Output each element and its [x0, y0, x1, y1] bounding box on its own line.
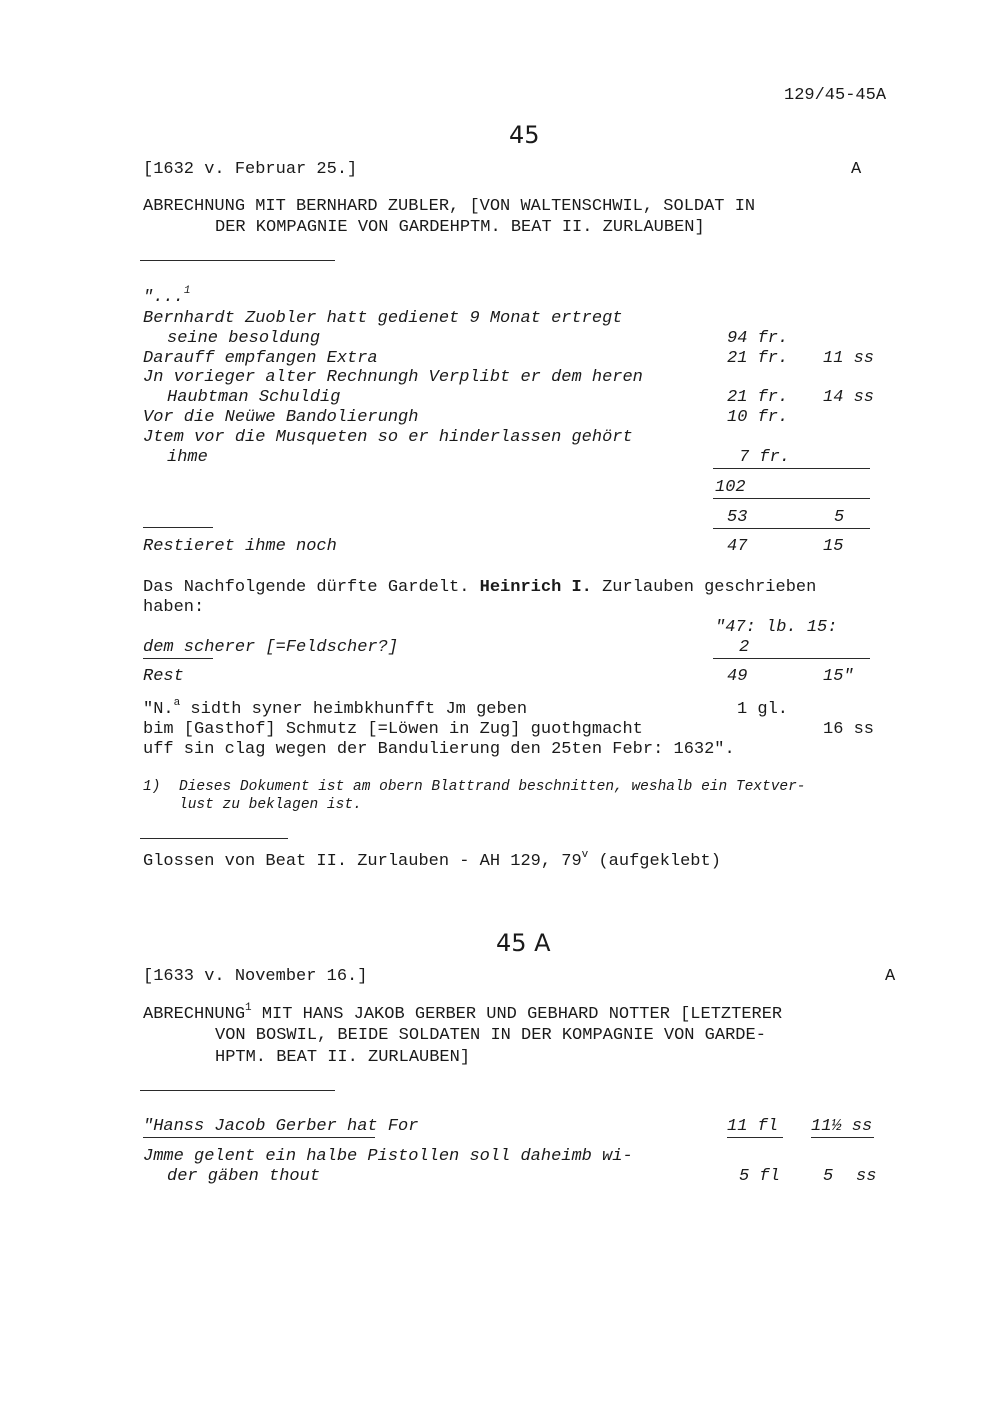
shilling-underline: [811, 1137, 874, 1138]
ledger-row-2-shillings-unit: ss: [856, 1167, 877, 1186]
editorial-note-line-1: Das Nachfolgende dürfte Gardelt. Heinrich I. Zurlauben geschrieben: [143, 578, 817, 597]
source-citation: Glossen von Beat II. Zurlauben - AH 129, 79$^v$ (aufgeklebt): [143, 849, 721, 871]
rest-amount: 49: [727, 667, 748, 686]
sum-rule-3: [713, 528, 870, 529]
ledger-row-1-line-1: Bernhardt Zuobler hatt gedienet 9 Monat ertregt: [143, 309, 623, 328]
short-rule: [143, 658, 213, 659]
scherer-label: dem scherer [=Feldscher?]: [143, 638, 399, 657]
title-divider: [140, 1090, 335, 1091]
ledger-row-4-text: Vor die Neüwe Bandolierungh: [143, 408, 419, 427]
ledger-row-3-line-1: Jn vorieger alter Rechnungh Verplibt er dem heren: [143, 368, 643, 387]
ledger-difference-amount: 53: [727, 508, 748, 527]
ledger-row-2-shillings: 11 ss: [823, 349, 875, 368]
source-divider: [140, 838, 288, 839]
second-reckoning-head: "47: lb. 15:: [715, 618, 838, 637]
quote-line-2: bim [Gasthof] Schmutz [=Löwen in Zug] guothgmacht: [143, 720, 643, 739]
ledger-row-1-text: "Hanss Jacob Gerber hat For: [143, 1117, 419, 1136]
quote-line-1: "N.$^a$ sidth syner heimbkhunfft Jm geben: [143, 697, 528, 719]
florin-underline: [727, 1137, 783, 1138]
ledger-difference-shillings: 5: [834, 508, 845, 527]
quote-line-2-amount: 16 ss: [823, 720, 875, 739]
ledger-rest-amount: 47: [727, 537, 748, 556]
document-title-line-2: DER KOMPAGNIE VON GARDEHPTM. BEAT II. ZURLAUBEN]: [215, 218, 705, 237]
ledger-row-3-amount: 21 fr.: [727, 388, 789, 407]
document-number: 45 A: [496, 929, 551, 957]
scherer-amount: 2: [739, 638, 750, 657]
editorial-note-line-2: haben:: [143, 598, 205, 617]
ledger-row-1-shillings: 11½ ss: [811, 1117, 873, 1136]
ledger-row-5-amount: 7 fr.: [739, 448, 791, 467]
document-date: [1632 v. Februar 25.]: [143, 160, 358, 179]
document-date: [1633 v. November 16.]: [143, 967, 368, 986]
footnote-number: 1): [143, 779, 161, 795]
footnote-line-1: Dieses Dokument ist am obern Blattrand beschnitten, weshalb ein Textver-: [179, 779, 806, 795]
ledger-row-2-text: Darauff empfangen Extra: [143, 349, 378, 368]
ledger-row-3-line-2: Haubtman Schuldig: [167, 388, 341, 407]
sum-rule-4: [713, 658, 870, 659]
ledger-row-5-line-1: Jtem vor die Musqueten so er hinderlassen gehört: [143, 428, 633, 447]
ledger-row-4-amount: 10 fr.: [727, 408, 789, 427]
quote-open: "...$^1$: [143, 285, 191, 307]
page-reference: 129/45-45A: [784, 86, 887, 105]
row-underline: [143, 1137, 375, 1138]
ledger-rest-label: Restieret ihme noch: [143, 537, 337, 556]
ledger-row-2-line-2: der gäben thout: [167, 1167, 321, 1186]
rest-shillings: 15": [823, 667, 854, 686]
ledger-row-2-shillings-number: 5: [823, 1167, 834, 1186]
sum-rule-2: [713, 498, 870, 499]
document-type-mark: A: [851, 160, 862, 179]
quote-line-1-amount: 1 gl.: [737, 700, 789, 719]
title-divider: [140, 260, 335, 261]
ledger-row-2-amount: 21 fr.: [727, 349, 789, 368]
ledger-subtotal: 102: [715, 478, 746, 497]
document-type-mark: A: [885, 967, 896, 986]
short-rule: [143, 527, 213, 528]
ledger-row-1-line-2: seine besoldung: [167, 329, 321, 348]
document-title-line-3: HPTM. BEAT II. ZURLAUBEN]: [215, 1048, 471, 1067]
quote-line-3: uff sin clag wegen der Bandulierung den 25ten Febr: 1632".: [143, 740, 735, 759]
document-number: 45: [509, 121, 540, 149]
footnote-line-2: lust zu beklagen ist.: [179, 797, 362, 813]
ledger-row-1-amount: 94 fr.: [727, 329, 789, 348]
ledger-row-1-florins: 11 fl: [727, 1117, 779, 1136]
ledger-rest-shillings: 15: [823, 537, 844, 556]
document-title-line-1: ABRECHNUNG MIT BERNHARD ZUBLER, [VON WALTENSCHWIL, SOLDAT IN: [143, 197, 756, 216]
sum-rule-1: [713, 468, 870, 469]
ledger-row-2-florins: 5 fl: [739, 1167, 780, 1186]
document-title-line-2: VON BOSWIL, BEIDE SOLDATEN IN DER KOMPAGNIE VON GARDE-: [215, 1026, 766, 1045]
ledger-row-5-line-2: ihme: [167, 448, 208, 467]
document-title-line-1: ABRECHNUNG$^1$ MIT HANS JAKOB GERBER UND GEBHARD NOTTER [LETZTERER: [143, 1002, 783, 1024]
ledger-row-3-shillings: 14 ss: [823, 388, 875, 407]
rest-label: Rest: [143, 667, 184, 686]
ledger-row-2-line-1: Jmme gelent ein halbe Pistollen soll daheimb wi-: [143, 1147, 633, 1166]
